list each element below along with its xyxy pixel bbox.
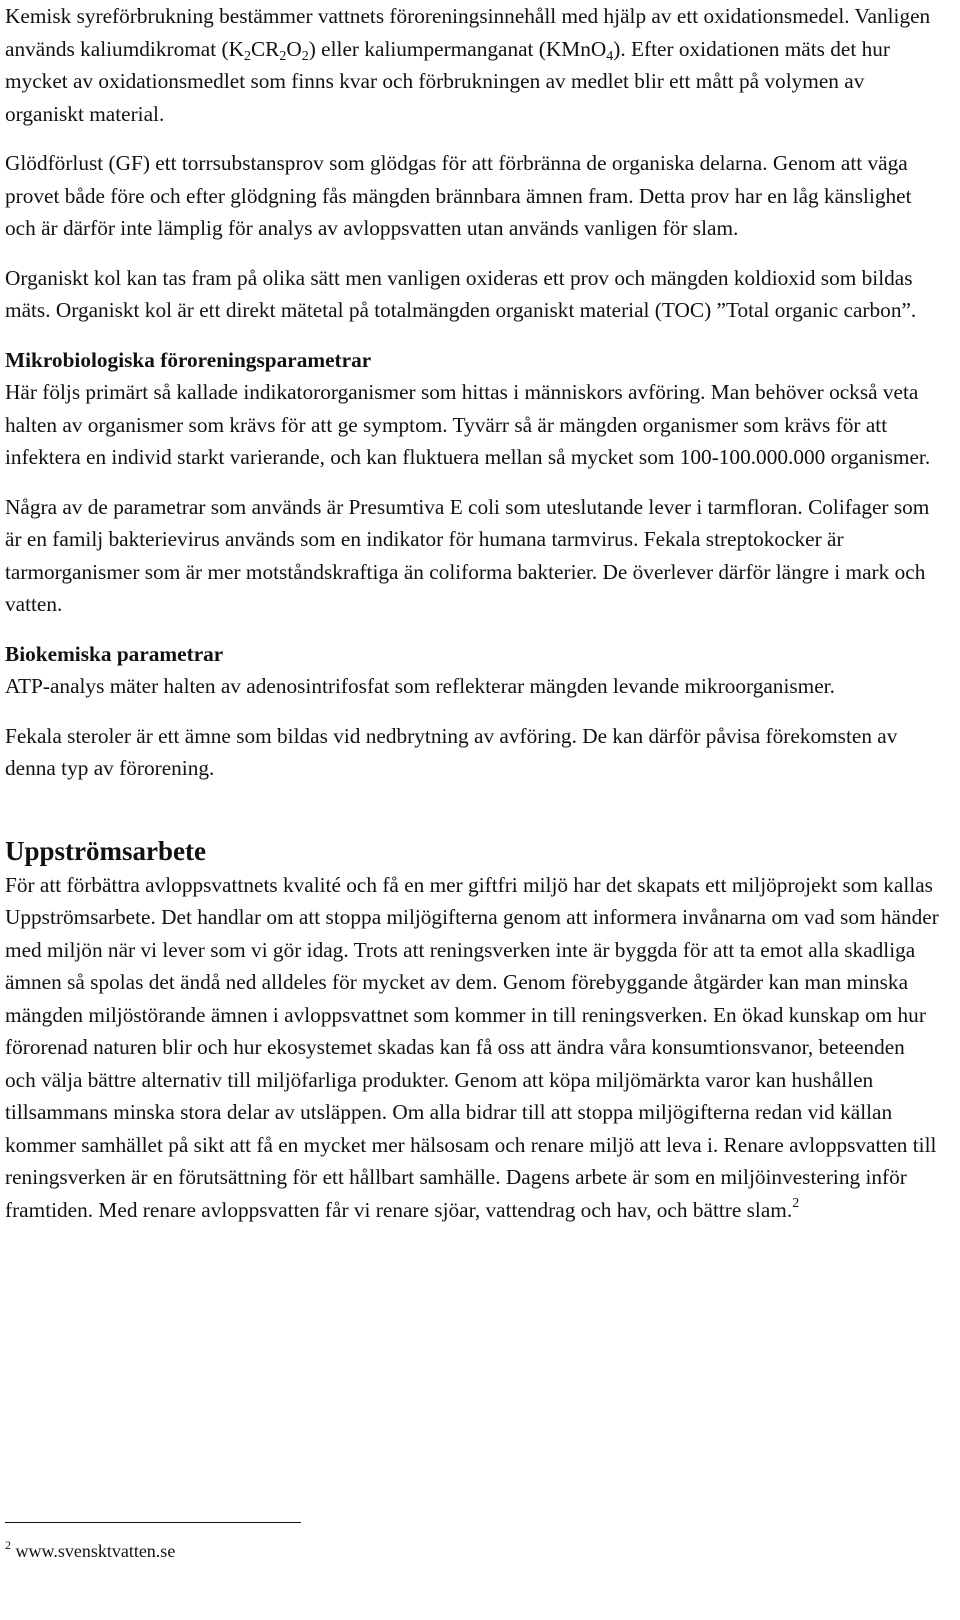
text-run: CR [250,36,280,61]
footnote-link[interactable]: www.svensktvatten.se [15,1541,176,1561]
text-run: ) eller kaliumpermanganat (KMnO [308,36,607,61]
subscript: 2 [301,48,309,64]
text-run: ). Efter oxidationen mäts det hur mycket av oxidationsmedlet som finns kvar och förbrukningen av medlet blir ett mått på volymen av organiskt material. [5,36,891,126]
paragraph-sterols: Fekala steroler är ett ämne som bildas vid nedbrytning av avföring. De kan därför påvisa förekomsten av denna typ av förorening. [5,723,898,780]
heading-microbiology: Mikrobiologiska föroreningsparametrar [5,347,372,372]
subscript: 2 [243,48,251,64]
paragraph-upstream-work [5,869,940,1227]
paragraph-microbiology: Här följs primärt så kallade indikatororganismer som hittas i människors avföring. Man behöver också veta halten av organismer som krävs för att ge symptom. Tyvärr så är mängden organismer som krävs för att infektera en individ starkt varierande, och kan fluktuera mellan så mycket som 100-100.000.000 organismer. [5,380,931,469]
paragraph-gluedforlust: Glödförlust (GF) ett torrsubstansprov som glödgas för att förbränna de organiska delarna. Genom att väga provet både före och efter glödgning fås mängden brännbara ämnen fram. Detta prov har en låg känslighet och är därför inte lämplig för analys av avloppsvatten utan används vanligen för slam. [5,151,912,240]
footnote-reference[interactable]: 2 [792,1195,800,1211]
heading-biochemical: Biokemiska parametrar [5,641,224,666]
heading-upstream-work: Uppströmsarbete [5,835,206,866]
paragraph-parameters: Några av de parametrar som används är Presumtiva E coli som uteslutande lever i tarmfloran. Colifager som är en familj bakterievirus används som en indikator för humana tarmvirus. Fekala streptokocker är tarmorganismer som är mer motståndskraftiga än coliforma bakterier. De överlever därför längre i mark och vatten. [5,494,930,616]
text-run: O [286,36,302,61]
text-run: För att förbättra avloppsvattnets kvalité och få en mer giftfri miljö har det skapats ett miljöprojekt som kallas Uppströmsarbete. Det handlar om att stoppa miljögifterna genom att informera invånarna om vad som händer med miljön när vi lever som vi gör idag. Trots att reningsverken inte är byggda för att ta emot alla skadliga ämnen så spolas det ändå ned alldeles för mycket av dem. Genom förebyggande åtgärder kan man minska mängden miljöstörande ämnen i avloppsvattnet som kommer in till reningsverken. En ökad kunskap om hur förorenad naturen blir och hur ekosystemet skadas kan få oss att ändra våra konsumtionsvanor, beteenden och välja bättre alternativ till miljöfarliga produkter. Genom att köpa miljömärkta varor kan hushållen tillsammans minska stora delar av utsläppen. Om alla bidrar till att stoppa miljögifterna redan vid källan kommer samhället på sikt att få en mycket mer hälsosam och renare miljö att leva i. Renare avloppsvatten till reningsverken är en förutsättning för ett hållbart samhälle. Dagens arbete är som en miljöinvestering inför framtiden. Med renare avloppsvatten får vi renare sjöar, vattendrag och hav, och bättre slam. [5,872,939,1222]
footnote [5,1540,175,1562]
footnote-number: 2 [5,1538,11,1552]
subscript: 4 [606,48,614,64]
subscript: 2 [279,48,287,64]
paragraph-atp: ATP-analys mäter halten av adenosintrifosfat som reflekterar mängden levande mikroorganismer. [5,674,835,698]
paragraph-organic-carbon: Organiskt kol kan tas fram på olika sätt men vanligen oxideras ett prov och mängden koldioxid som bildas mäts. Organiskt kol är ett direkt mätetal på totalmängden organiskt material (TOC) ”Total organic carbon”. [5,265,917,322]
document-page [5,0,940,1226]
paragraph-oxidation [5,0,940,130]
text-run: Kemisk syreförbrukning bestämmer vattnets föroreningsinnehåll med hjälp av ett oxidationsmedel. Vanligen används kaliumdikromat (K [5,4,931,61]
footnote-divider [5,1522,301,1523]
